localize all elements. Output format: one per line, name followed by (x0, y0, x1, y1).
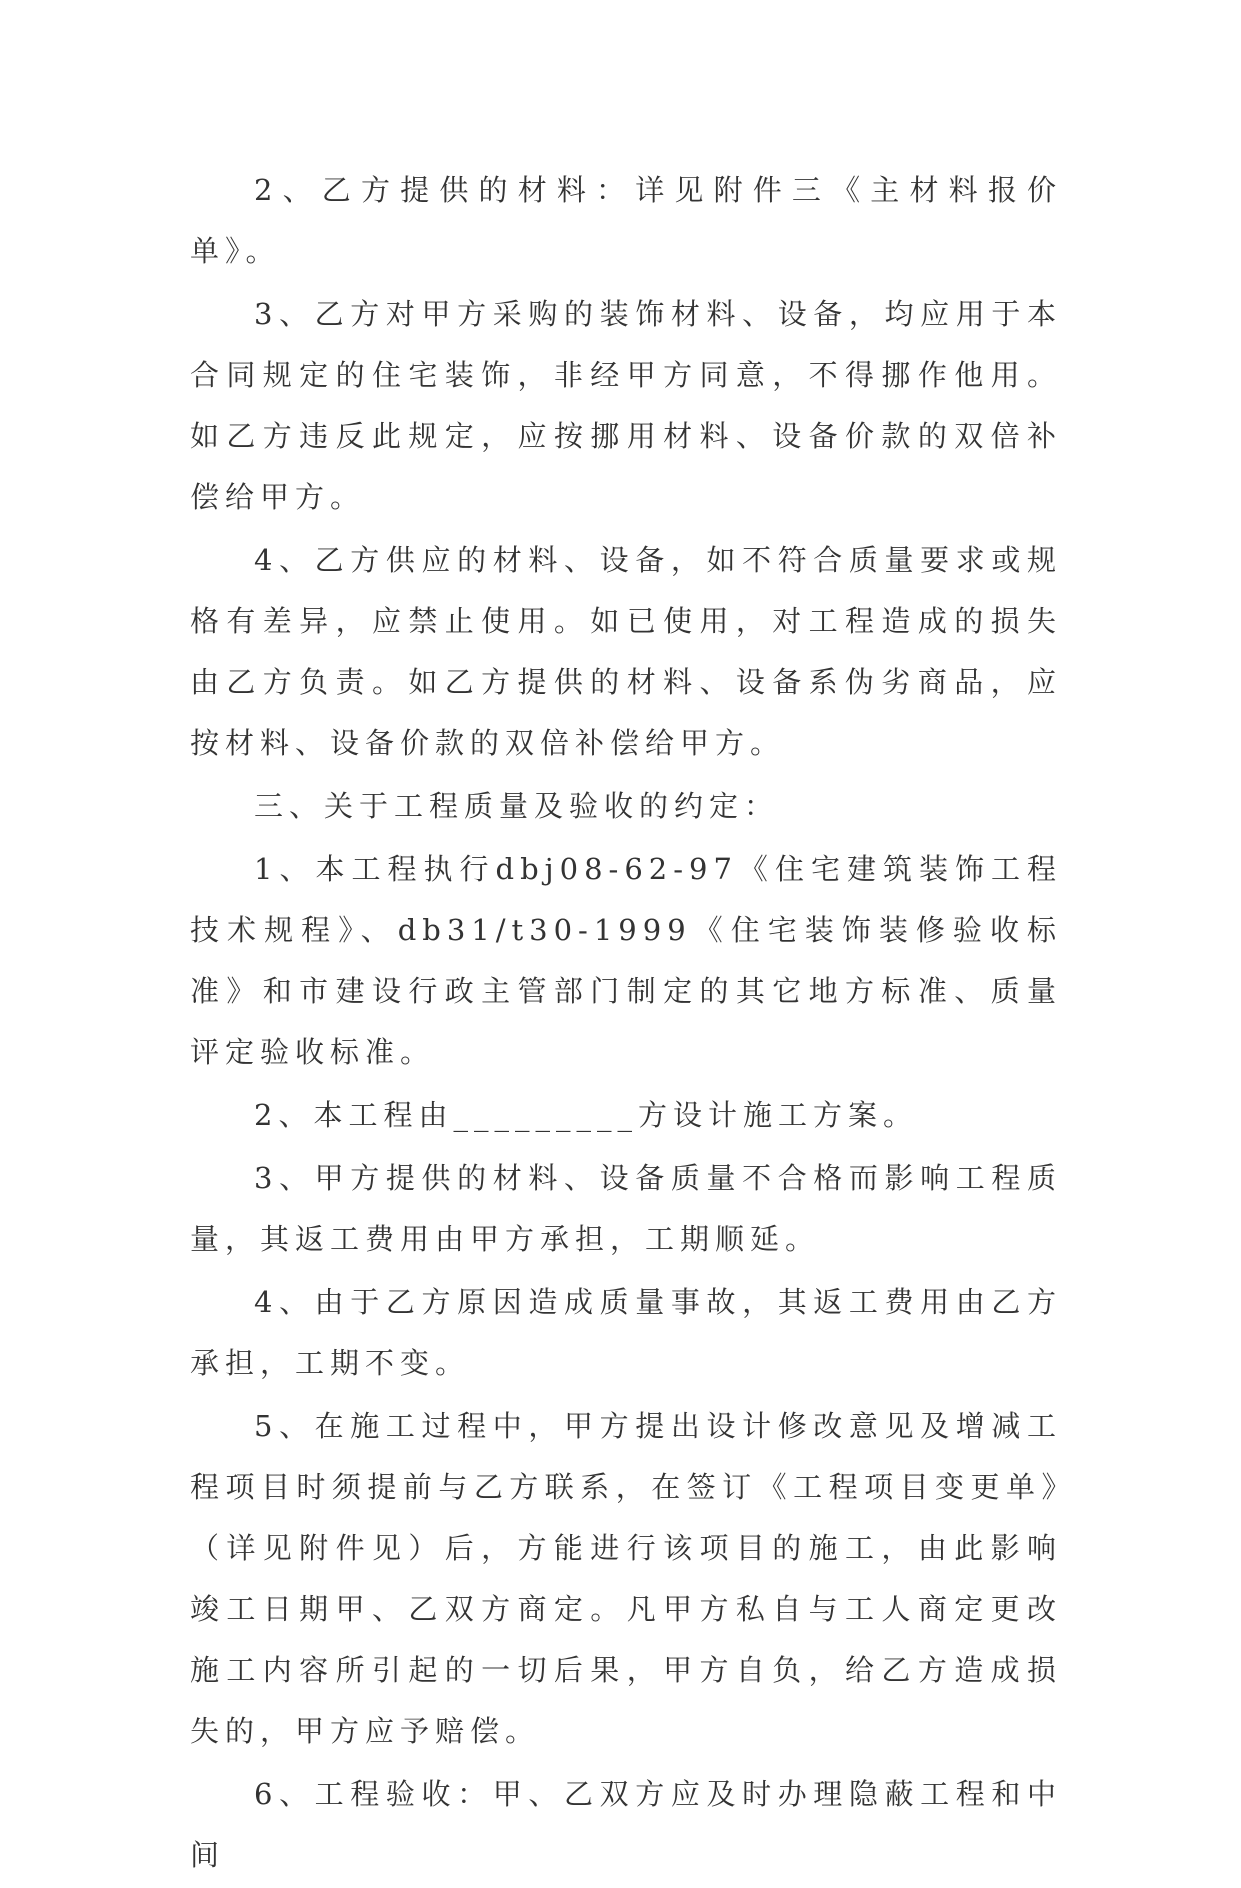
paragraph-material-usage: 3、乙方对甲方采购的装饰材料、设备，均应用于本合同规定的住宅装饰，非经甲方同意，不得挪作他用。如乙方违反此规定，应按挪用材料、设备价款的双倍补偿给甲方。 (190, 297, 1062, 514)
document-body (190, 160, 1062, 1888)
paragraph-party-b-accident: 4、由于乙方原因造成质量事故，其返工费用由乙方承担，工期不变。 (190, 1285, 1062, 1380)
section-heading-quality-acceptance: 三、关于工程质量及验收的约定： (254, 789, 780, 823)
paragraph-material-quality: 4、乙方供应的材料、设备，如不符合质量要求或规格有差异，应禁止使用。如已使用，对工程造成的损失由乙方负责。如乙方提供的材料、设备系伪劣商品，应按材料、设备价款的双倍补偿给甲方。 (190, 543, 1062, 760)
paragraph-party-a-materials: 3、甲方提供的材料、设备质量不合格而影响工程质量，其返工费用由甲方承担，工期顺延。 (190, 1161, 1062, 1256)
paragraph-standards: 1、本工程执行dbj08-62-97《住宅建筑装饰工程技术规程》、db31/t30-1999《住宅装饰装修验收标准》和市建设行政主管部门制定的其它地方标准、质量评定验收标准。 (190, 852, 1062, 1069)
paragraph-acceptance: 6、工程验收：甲、乙双方应及时办理隐蔽工程和中间 (190, 1777, 1062, 1872)
paragraph-material-supply: 2、乙方提供的材料：详见附件三《主材料报价单》。 (190, 173, 1062, 268)
paragraph-design-party: 2、本工程由_________方设计施工方案。 (254, 1098, 918, 1132)
paragraph-design-changes: 5、在施工过程中，甲方提出设计修改意见及增减工程项目时须提前与乙方联系，在签订《工程项目变更单》（详见附件见）后，方能进行该项目的施工，由此影响竣工日期甲、乙双方商定。凡甲方私自与工人商定更改施工内容所引起的一切后果，甲方自负，给乙方造成损失的，甲方应予赔偿。 (190, 1409, 1062, 1748)
